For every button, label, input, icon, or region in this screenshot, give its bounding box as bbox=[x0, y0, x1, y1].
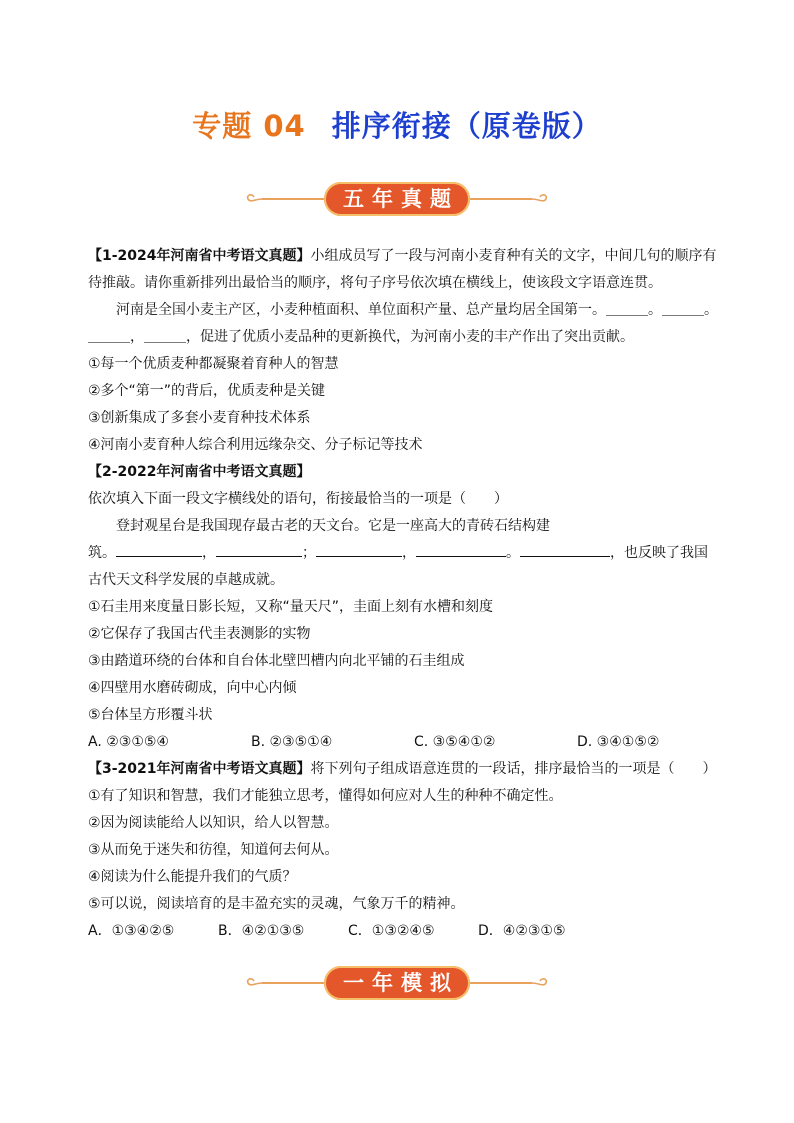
choice-a[interactable]: A．①③④②⑤ bbox=[88, 923, 175, 939]
question-2-tag: 【2-2022年河南省中考语文真题】 bbox=[88, 464, 311, 480]
question-3-tag: 【3-2021年河南省中考语文真题】 bbox=[88, 761, 311, 777]
banner-line-right bbox=[470, 982, 532, 984]
question-2-stem: 【2-2022年河南省中考语文真题】依次填入下面一段文字横线处的语句，衔接最恰当的一项是（ ） bbox=[88, 464, 508, 507]
questions-content bbox=[88, 243, 728, 945]
banner-pill: 一年模拟 bbox=[324, 966, 470, 1000]
question-1-passage: 河南是全国小麦主产区，小麦种植面积、单位面积产量、总产量均居全国第一。＿＿＿。＿＿＿。 bbox=[116, 302, 718, 318]
list-item: ③从而免于迷失和彷徨，知道何去何从。 bbox=[88, 842, 339, 858]
question-2-passage: 登封观星台是我国现存最古老的天文台。它是一座高大的青砖石结构建 bbox=[116, 518, 550, 534]
list-item: ①有了知识和智慧，我们才能独立思考，懂得如何应对人生的种种不确定性。 bbox=[88, 788, 563, 804]
list-item: ③创新集成了多套小麦育种技术体系 bbox=[88, 410, 311, 426]
section-banner-five-years bbox=[0, 179, 794, 219]
banner-pill: 五年真题 bbox=[324, 182, 470, 216]
question-3-choices bbox=[88, 918, 728, 945]
blank-line[interactable] bbox=[116, 542, 202, 557]
choice-a[interactable]: A. ②③①⑤④ bbox=[88, 734, 169, 750]
list-item: ④四壁用水磨砖砌成，向中心内倾 bbox=[88, 680, 297, 696]
question-2-passage-end: 古代天文科学发展的卓越成就。 bbox=[88, 572, 284, 588]
curl-ornament-icon bbox=[530, 973, 550, 993]
question-3-stem: 【3-2021年河南省中考语文真题】将下列句子组成语意连贯的一段话，排序最恰当的一项是（ ） bbox=[88, 761, 717, 777]
banner-line-left bbox=[262, 982, 324, 984]
choice-d[interactable]: D．④②③①⑤ bbox=[478, 923, 566, 939]
blank-line[interactable] bbox=[316, 542, 402, 557]
choice-c[interactable]: C．①③②④⑤ bbox=[348, 923, 435, 939]
title-part1: 专题 04 bbox=[192, 109, 306, 143]
list-item: ①每一个优质麦种都凝聚着育种人的智慧 bbox=[88, 356, 339, 372]
list-item: ④河南小麦育种人综合利用远缘杂交、分子标记等技术 bbox=[88, 437, 423, 453]
question-2-choices bbox=[88, 729, 728, 756]
blank-line[interactable] bbox=[216, 542, 302, 557]
question-1-tag: 【1-2024年河南省中考语文真题】 bbox=[88, 248, 311, 264]
list-item: ④阅读为什么能提升我们的气质？ bbox=[88, 869, 297, 885]
list-item: ②因为阅读能给人以知识，给人以智慧。 bbox=[88, 815, 339, 831]
blank-line[interactable] bbox=[416, 542, 506, 557]
title-part2: 排序衔接（原卷版） bbox=[331, 109, 602, 143]
list-item: ②它保存了我国古代圭表测影的实物 bbox=[88, 626, 311, 642]
list-item: ②多个“第一”的背后，优质麦种是关键 bbox=[88, 383, 326, 399]
question-2-passage-blanks: 筑。 ， ； ， 。 ，也反映了我国 bbox=[88, 540, 728, 567]
curl-ornament-icon bbox=[530, 189, 550, 209]
choice-b[interactable]: B．④②①③⑤ bbox=[218, 923, 305, 939]
page-title bbox=[0, 104, 794, 145]
list-item: ③由踏道环绕的台体和自台体北壁凹槽内向北平铺的石圭组成 bbox=[88, 653, 465, 669]
choice-b[interactable]: B. ②③⑤①④ bbox=[251, 734, 333, 750]
blank-line[interactable] bbox=[520, 542, 610, 557]
question-1-stem: 【1-2024年河南省中考语文真题】小组成员写了一段与河南小麦育种有关的文字，中间几句的顺序有待推敲。请你重新排列出最恰当的顺序，将句子序号依次填在横线上，使该段文字语意连贯。 bbox=[88, 248, 717, 291]
curl-ornament-icon bbox=[244, 973, 264, 993]
choice-c[interactable]: C. ③⑤④①② bbox=[414, 734, 496, 750]
question-1-passage-cont: ＿＿＿，＿＿＿，促进了优质小麦品种的更新换代，为河南小麦的丰产作出了突出贡献。 bbox=[88, 329, 634, 345]
banner-line-left bbox=[262, 198, 324, 200]
list-item: ⑤可以说，阅读培育的是丰盈充实的灵魂，气象万千的精神。 bbox=[88, 896, 465, 912]
section-banner-one-year bbox=[0, 963, 794, 1003]
curl-ornament-icon bbox=[244, 189, 264, 209]
banner-line-right bbox=[470, 198, 532, 200]
list-item: ⑤台体呈方形覆斗状 bbox=[88, 707, 213, 723]
choice-d[interactable]: D. ③④①⑤② bbox=[577, 734, 660, 750]
list-item: ①石圭用来度量日影长短，又称“量天尺”，圭面上刻有水槽和刻度 bbox=[88, 599, 494, 615]
